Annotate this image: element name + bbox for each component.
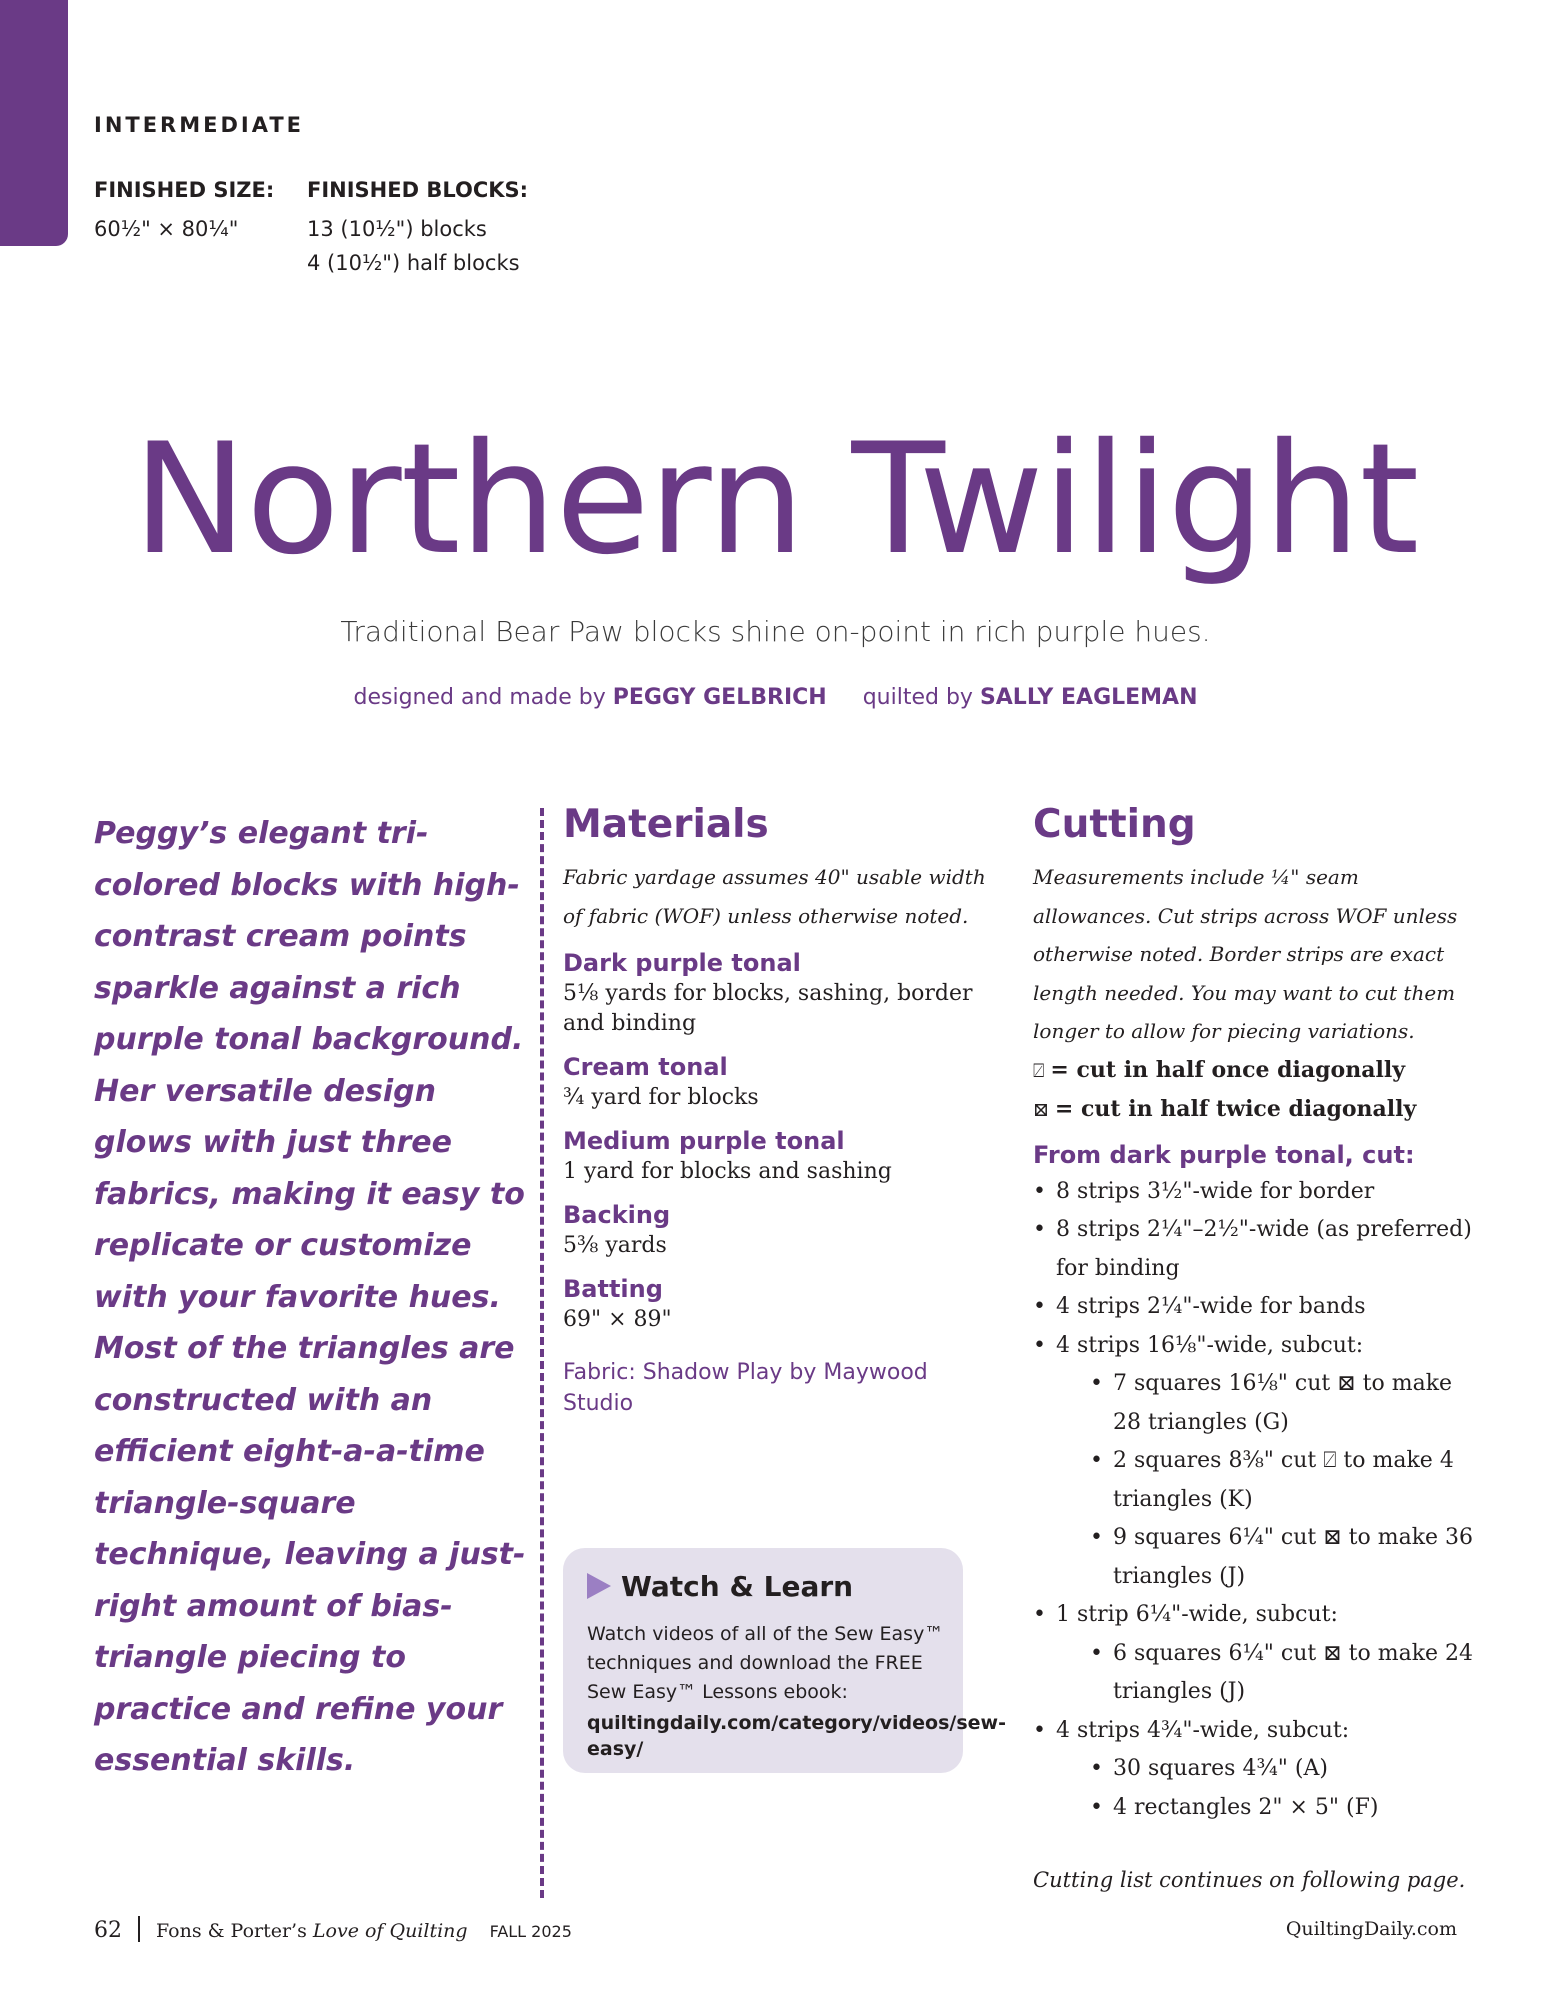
cutting-note: Measurements include ¼" seam allowances. Cut strips across WOF unless otherwise noted. Border strips are exact length needed. You may want to cut them longer to allow for piecing variations. — [1033, 865, 1458, 1043]
material-name: Batting — [563, 1275, 663, 1303]
legend-twice-text: = cut in half twice diagonally — [1054, 1095, 1417, 1122]
page-title: Northern Twilight — [132, 411, 1419, 589]
finished-size-label: FINISHED SIZE: — [94, 178, 275, 202]
finished-blocks-value: 13 (10½") blocks — [307, 217, 487, 241]
list-item: • 8 strips 3½"-wide for border — [1033, 1173, 1483, 1212]
sub-list — [1056, 1750, 1483, 1827]
cutting-section — [1033, 800, 1483, 1827]
designed-label: designed and made by — [353, 685, 606, 710]
list-item-text: 4 strips 4¾"-wide, subcut: — [1056, 1717, 1350, 1743]
watch-learn-link[interactable]: quiltingdaily.com/category/videos/sew-easy/ — [587, 1712, 1006, 1760]
list-item — [1033, 1327, 1483, 1597]
sub-list-item: • 9 squares 6¼" cut ⊠ to make 36 triangles (J) — [1090, 1519, 1483, 1596]
material-desc: 5⅛ yards for blocks, sashing, border and binding — [563, 981, 973, 1036]
quilter-name: SALLY EAGLEMAN — [979, 685, 1198, 710]
materials-note: Fabric yardage assumes 40" usable width of fabric (WOF) unless otherwise noted. — [563, 865, 986, 928]
quilted-label: quilted by — [862, 685, 973, 710]
watch-learn-box — [563, 1548, 1006, 1773]
list-item-text: 1 strip 6¼"-wide, subcut: — [1056, 1602, 1338, 1627]
fabric-credit: Fabric: Shadow Play by Maywood Studio — [563, 1360, 928, 1416]
publication-prefix: Fons & Porter’s — [156, 1920, 307, 1942]
finished-size — [94, 178, 274, 246]
list-item: • 4 strips 2¼"-wide for bands — [1033, 1288, 1483, 1327]
cut-once-icon: ⍁ — [1033, 1059, 1045, 1082]
material-desc: 5⅜ yards — [563, 1233, 667, 1258]
publication-name — [156, 1920, 468, 1942]
sub-list-item: • 7 squares 16⅛" cut ⊠ to make 28 triangles (G) — [1090, 1365, 1483, 1442]
color-tab — [0, 0, 68, 246]
material-desc: 1 yard for blocks and sashing — [563, 1159, 892, 1184]
material-name: Backing — [563, 1201, 671, 1229]
legend-twice — [1033, 1090, 1483, 1129]
legend-once — [1033, 1051, 1483, 1090]
play-icon — [587, 1573, 611, 1599]
material-name: Cream tonal — [563, 1053, 728, 1081]
material-desc: 69" × 89" — [563, 1307, 672, 1332]
site-name: QuiltingDaily.com — [1285, 1918, 1457, 1940]
watch-learn-heading — [587, 1570, 853, 1603]
materials-section — [563, 800, 993, 1419]
list-item: • 8 strips 2¼"–2½"-wide (as preferred) for binding — [1033, 1211, 1483, 1288]
material-desc: ¾ yard for blocks — [563, 1085, 759, 1110]
finished-blocks-value: 4 (10½") half blocks — [307, 251, 520, 275]
finished-blocks-label: FINISHED BLOCKS: — [307, 178, 529, 202]
page-subtitle: Traditional Bear Paw blocks shine on-point in rich purple hues. — [340, 615, 1211, 648]
finished-blocks — [307, 178, 528, 280]
footer-separator — [138, 1916, 140, 1942]
list-item-text: 4 strips 16⅛"-wide, subcut: — [1056, 1332, 1364, 1358]
issue-label: FALL 2025 — [489, 1922, 572, 1941]
skill-level: INTERMEDIATE — [94, 113, 305, 137]
cutting-list — [1033, 1173, 1483, 1828]
sub-list-item: • 4 rectangles 2" × 5" (F) — [1090, 1789, 1483, 1828]
material-item — [563, 947, 993, 1039]
material-item — [563, 1125, 993, 1187]
credits — [0, 685, 1551, 710]
cut-twice-icon: ⊠ — [1033, 1098, 1049, 1121]
material-item — [563, 1199, 993, 1261]
from-heading: From dark purple tonal, cut: — [1033, 1140, 1415, 1169]
material-name: Medium purple tonal — [563, 1127, 845, 1155]
list-item — [1033, 1712, 1483, 1828]
sub-list — [1056, 1365, 1483, 1596]
sub-list-item: • 30 squares 4¾" (A) — [1090, 1750, 1483, 1789]
designer-name: PEGGY GELBRICH — [612, 685, 827, 710]
watch-learn-text: Watch videos of all of the Sew Easy™ techniques and download the FREE Sew Easy™ Lessons ebook: — [587, 1623, 944, 1703]
dashed-divider — [540, 808, 544, 1898]
intro-text: Peggy’s elegant tri-colored blocks with high-contrast cream points sparkle against a rich purple tonal background. Her versatile design glows with just three fabrics, making it easy to replicate or customize with your favorite hues. Most of the triangles are constructed with an efficient eight-a-a-time triangle-square technique, leaving a just-right amount of bias-triangle piecing to practice and refine your essential skills. — [94, 816, 526, 1778]
finished-size-value: 60½" × 80¼" — [94, 217, 239, 241]
sub-list-item: • 6 squares 6¼" cut ⊠ to make 24 triangles (J) — [1090, 1635, 1483, 1712]
materials-heading: Materials — [563, 802, 769, 847]
watch-learn-title: Watch & Learn — [621, 1570, 854, 1603]
footer — [94, 1916, 572, 1943]
sub-list-item: • 2 squares 8⅜" cut ⍁ to make 4 triangles (K) — [1090, 1442, 1483, 1519]
publication-title: Love of Quilting — [312, 1920, 468, 1942]
material-item — [563, 1273, 993, 1335]
page-number: 62 — [94, 1918, 122, 1943]
material-item — [563, 1051, 993, 1113]
list-item — [1033, 1596, 1483, 1712]
continues-note: Cutting list continues on following page. — [1033, 1868, 1466, 1892]
sub-list — [1056, 1635, 1483, 1712]
cutting-heading: Cutting — [1033, 802, 1196, 847]
material-name: Dark purple tonal — [563, 949, 801, 977]
legend-once-text: = cut in half once diagonally — [1050, 1056, 1405, 1083]
